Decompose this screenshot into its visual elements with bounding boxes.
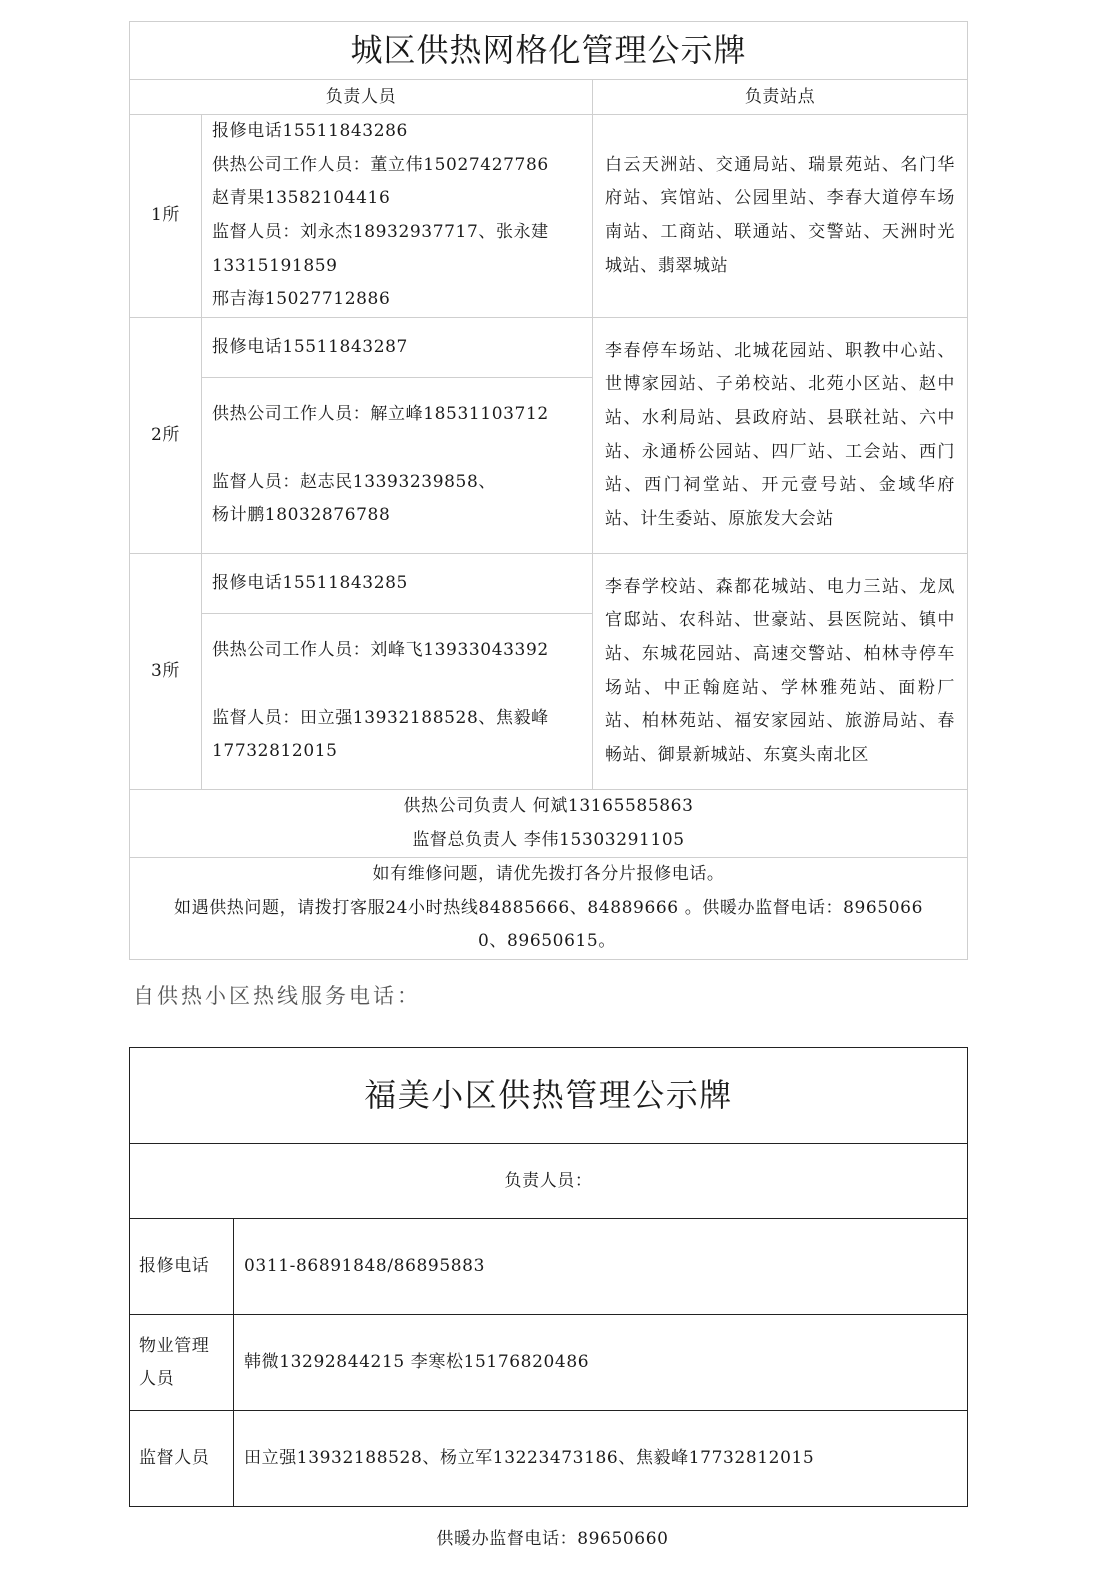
table-row: [130, 318, 968, 378]
personnel-line: 供热公司工作人员：董立伟15027427786: [212, 154, 549, 175]
personnel-cell-2: [202, 378, 593, 554]
staff-line: 供热公司工作人员：刘峰飞13933043392: [212, 640, 549, 661]
repair-label: 报修电话: [130, 1219, 234, 1315]
spacer: [212, 668, 592, 702]
property-label-line: 物业管理: [139, 1335, 210, 1356]
property-label-line: 人员: [139, 1368, 175, 1389]
table-row: [130, 1219, 968, 1315]
supervisor-line: 杨计鹏18032876788: [212, 505, 391, 526]
stations-cell-3: 李春学校站、森都花城站、电力三站、龙凤官邸站、农科站、世豪站、县医院站、镇中站、东城花园站、高速交警站、柏林寺停车场站、中正翰庭站、学林雅苑站、面粉厂站、柏林苑站、福安家园站、旅游局站、春畅站、御景新城站、东寞头南北区: [593, 554, 968, 790]
community-heating-table: [129, 1047, 968, 1507]
table2-title: 福美小区供热管理公示牌: [130, 1048, 968, 1144]
personnel-cell-1: [202, 115, 593, 318]
stations-cell-2: 李春停车场站、北城花园站、职教中心站、世博家园站、子弟校站、北苑小区站、赵中站、水利局站、县政府站、县联社站、六中站、永通桥公园站、四厂站、工会站、西门站、西门祠堂站、开元壹号站、金域华府站、计生委站、原旅发大会站: [593, 318, 968, 554]
spacer: [212, 432, 592, 466]
notice-line: 如有维修问题，请优先拨打各分片报修电话。: [372, 864, 725, 885]
header-stations: 负责站点: [593, 80, 968, 115]
station-index-1: 1所: [130, 115, 202, 318]
supervisor-value: 田立强13932188528、杨立军13223473186、焦毅峰17732812015: [234, 1411, 968, 1507]
table2-header: 负责人员：: [130, 1144, 968, 1219]
personnel-cell-3: [202, 614, 593, 790]
notice-cell: [130, 858, 968, 960]
station-index-2: 2所: [130, 318, 202, 554]
property-label: [130, 1315, 234, 1411]
notice-line: 如遇供热问题，请拨打客服24小时热线84885666、84889666 。供暖办监督电话：8965066: [174, 897, 924, 918]
supervisor-line: 监督人员：赵志民13393239858、: [212, 471, 496, 492]
personnel-line: 邢吉海15027712886: [212, 289, 391, 310]
table1-title: 城区供热网格化管理公示牌: [130, 22, 968, 80]
footer-phone: 供暖办监督电话：89650660: [436, 1529, 669, 1549]
table-row: [130, 115, 968, 318]
table-row: [130, 1315, 968, 1411]
header-personnel: 负责人员: [130, 80, 593, 115]
company-head: 供热公司负责人 何斌13165585863: [403, 796, 694, 816]
personnel-line: 报修电话15511843286: [212, 121, 408, 142]
repair-phone-3: 报修电话15511843285: [202, 554, 593, 614]
district-heating-table: [129, 21, 968, 960]
leaders-cell: [130, 790, 968, 858]
personnel-line: 赵青果13582104416: [212, 188, 391, 209]
personnel-line: 13315191859: [212, 255, 338, 276]
supervisor-line: 监督人员：田立强13932188528、焦毅峰: [212, 707, 549, 728]
personnel-line: 监督人员：刘永杰18932937717、张永建: [212, 222, 549, 242]
table-row: [130, 1411, 968, 1507]
section-label: 自供热小区热线服务电话：: [133, 984, 421, 1008]
table-row: [130, 554, 968, 614]
staff-line: 供热公司工作人员：解立峰18531103712: [212, 404, 549, 425]
table-row: [130, 790, 968, 858]
notice-line: 0、89650615。: [478, 931, 616, 952]
table-row: [130, 858, 968, 960]
supervision-head: 监督总负责人 李伟15303291105: [412, 829, 685, 850]
supervisor-label: 监督人员: [130, 1411, 234, 1507]
repair-phone-2: 报修电话15511843287: [202, 318, 593, 378]
station-index-3: 3所: [130, 554, 202, 790]
property-value: 韩微13292844215 李寒松15176820486: [234, 1315, 968, 1411]
stations-cell-1: 白云天洲站、交通局站、瑞景苑站、名门华府站、宾馆站、公园里站、李春大道停车场南站、工商站、联通站、交警站、天洲时光城站、翡翠城站: [593, 115, 968, 318]
supervisor-line: 17732812015: [212, 741, 338, 762]
repair-value: 0311-86891848/86895883: [234, 1219, 968, 1315]
